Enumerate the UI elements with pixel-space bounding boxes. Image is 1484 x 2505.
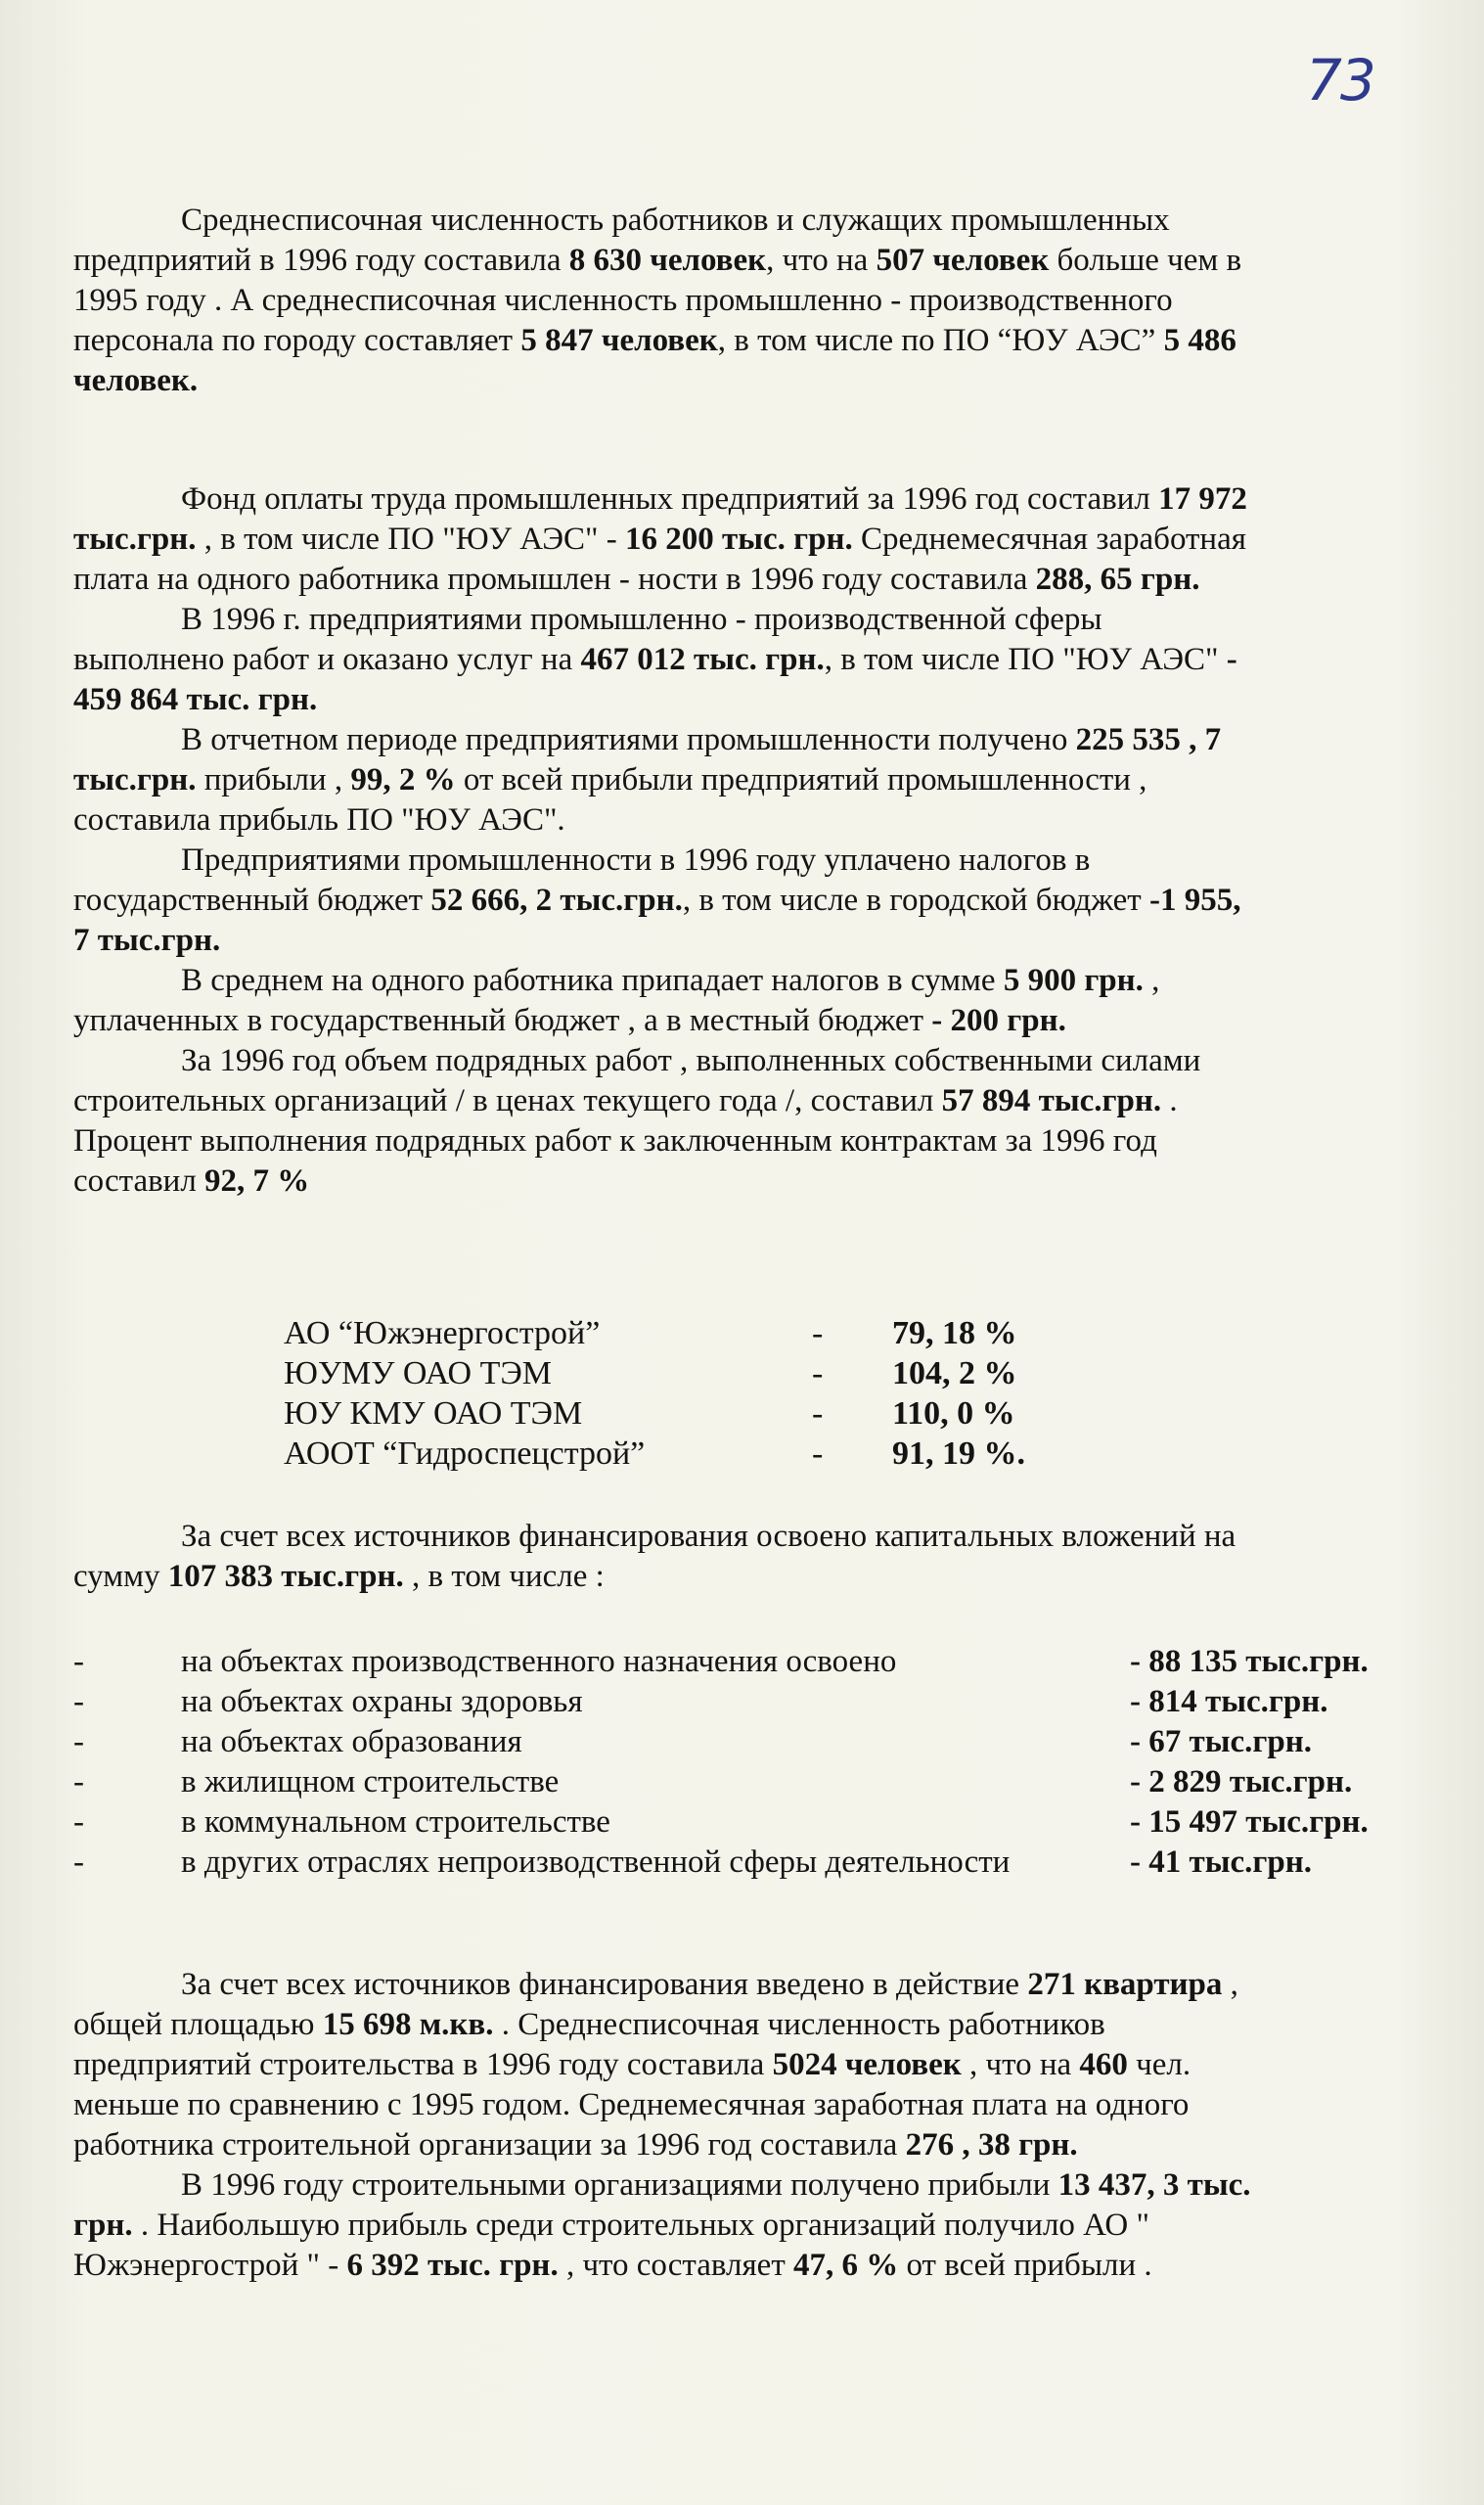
list-item: - в других отраслях непроизводственной сферы деятельности - 41 тыс.грн. [73, 1845, 1312, 1880]
list-item: - на объектах образования - 67 тыс.грн. [73, 1724, 1312, 1759]
paragraph-staff: Среднесписочная численность работников и служащих промышленных предприятий в 1996 году составила 8 630 человек, что на 507 человек больше чем в 1995 году . А среднесписочная численность промышленно - производственного персонала по городу составляет 5 847 человек, в том числе по ПО “ЮУ АЭС” 5 486 человек. [73, 203, 1242, 398]
investment-list [73, 1642, 1404, 1883]
list-item: ЮУ КМУ ОАО ТЭМ - 110, 0 % [284, 1395, 1015, 1432]
list-item: - в коммунальном строительстве - 15 497 тыс.грн. [73, 1804, 1369, 1840]
list-item: - в жилищном строительстве - 2 829 тыс.грн. [73, 1764, 1353, 1799]
list-item: - на объектах производственного назначения освоено - 88 135 тыс.грн. [73, 1644, 1369, 1679]
paragraph-wage-fund: Фонд оплаты труда промышленных предприятий за 1996 год составил 17 972 тыс.грн. , в том числе ПО "ЮУ АЭС" - 16 200 тыс. грн. Среднемесячная заработная плата на одного работника промышлен - ности в 1996 году составила 288, 65 грн. В 1996 г. предприятиями промышленно - производственной сферы выполнено работ и оказано услуг на 467 012 тыс. грн., в том числе ПО "ЮУ АЭС" - 459 864 тыс. грн. В отчетном периоде предприятиями промышленности получено 225 535 , 7 тыс.грн. прибыли , 99, 2 % от всей прибыли предприятий промышленности , составила прибыль ПО "ЮУ АЭС". Предприятиями промышленности в 1996 году уплачено налогов в государственный бюджет 52 666, 2 тыс.грн., в том числе в городской бюджет -1 955, 7 тыс.грн. В среднем на одного работника припадает налогов в сумме 5 900 грн. , уплаченных в государственный бюджет , а в местный бюджет - 200 грн. За 1996 год объем подрядных работ , выполненных собственными силами строительных организаций / в ценах текущего года /, составил 57 894 тыс.грн. . Процент выполнения подрядных работ к заключенным контрактам за 1996 год составил 92, 7 % [73, 481, 1247, 1199]
list-item: ЮУМУ ОАО ТЭМ - 104, 2 % [284, 1355, 1017, 1391]
paragraph-capital-investment: За счет всех источников финансирования освоено капитальных вложений на сумму 107 383 тыс.грн. , в том числе : [73, 1519, 1237, 1594]
list-item: - на объектах охраны здоровья - 814 тыс.грн. [73, 1684, 1328, 1719]
list-item: АО “Южэнергострой” - 79, 18 % [284, 1315, 1017, 1351]
list-item: АООТ “Гидроспецстрой” - 91, 19 %. [284, 1435, 1025, 1472]
page-number: 73 [1306, 47, 1374, 114]
contractor-list [284, 1313, 1066, 1474]
paragraph-housing: За счет всех источников финансирования введено в действие 271 квартира , общей площадью 15 698 м.кв. . Среднесписочная численность работников предприятий строительства в 1996 году составила 5024 человек , что на 460 чел. меньше по сравнению с 1995 годом. Среднемесячная заработная плата на одного работника строительной организации за 1996 год составила 276 , 38 грн. В 1996 году строительными организациями получено прибыли 13 437, 3 тыс. грн. . Наибольшую прибыль среди строительных организаций получило АО " Южэнергострой " - 6 392 тыс. грн. , что составляет 47, 6 % от всей прибыли . [73, 1967, 1251, 2283]
